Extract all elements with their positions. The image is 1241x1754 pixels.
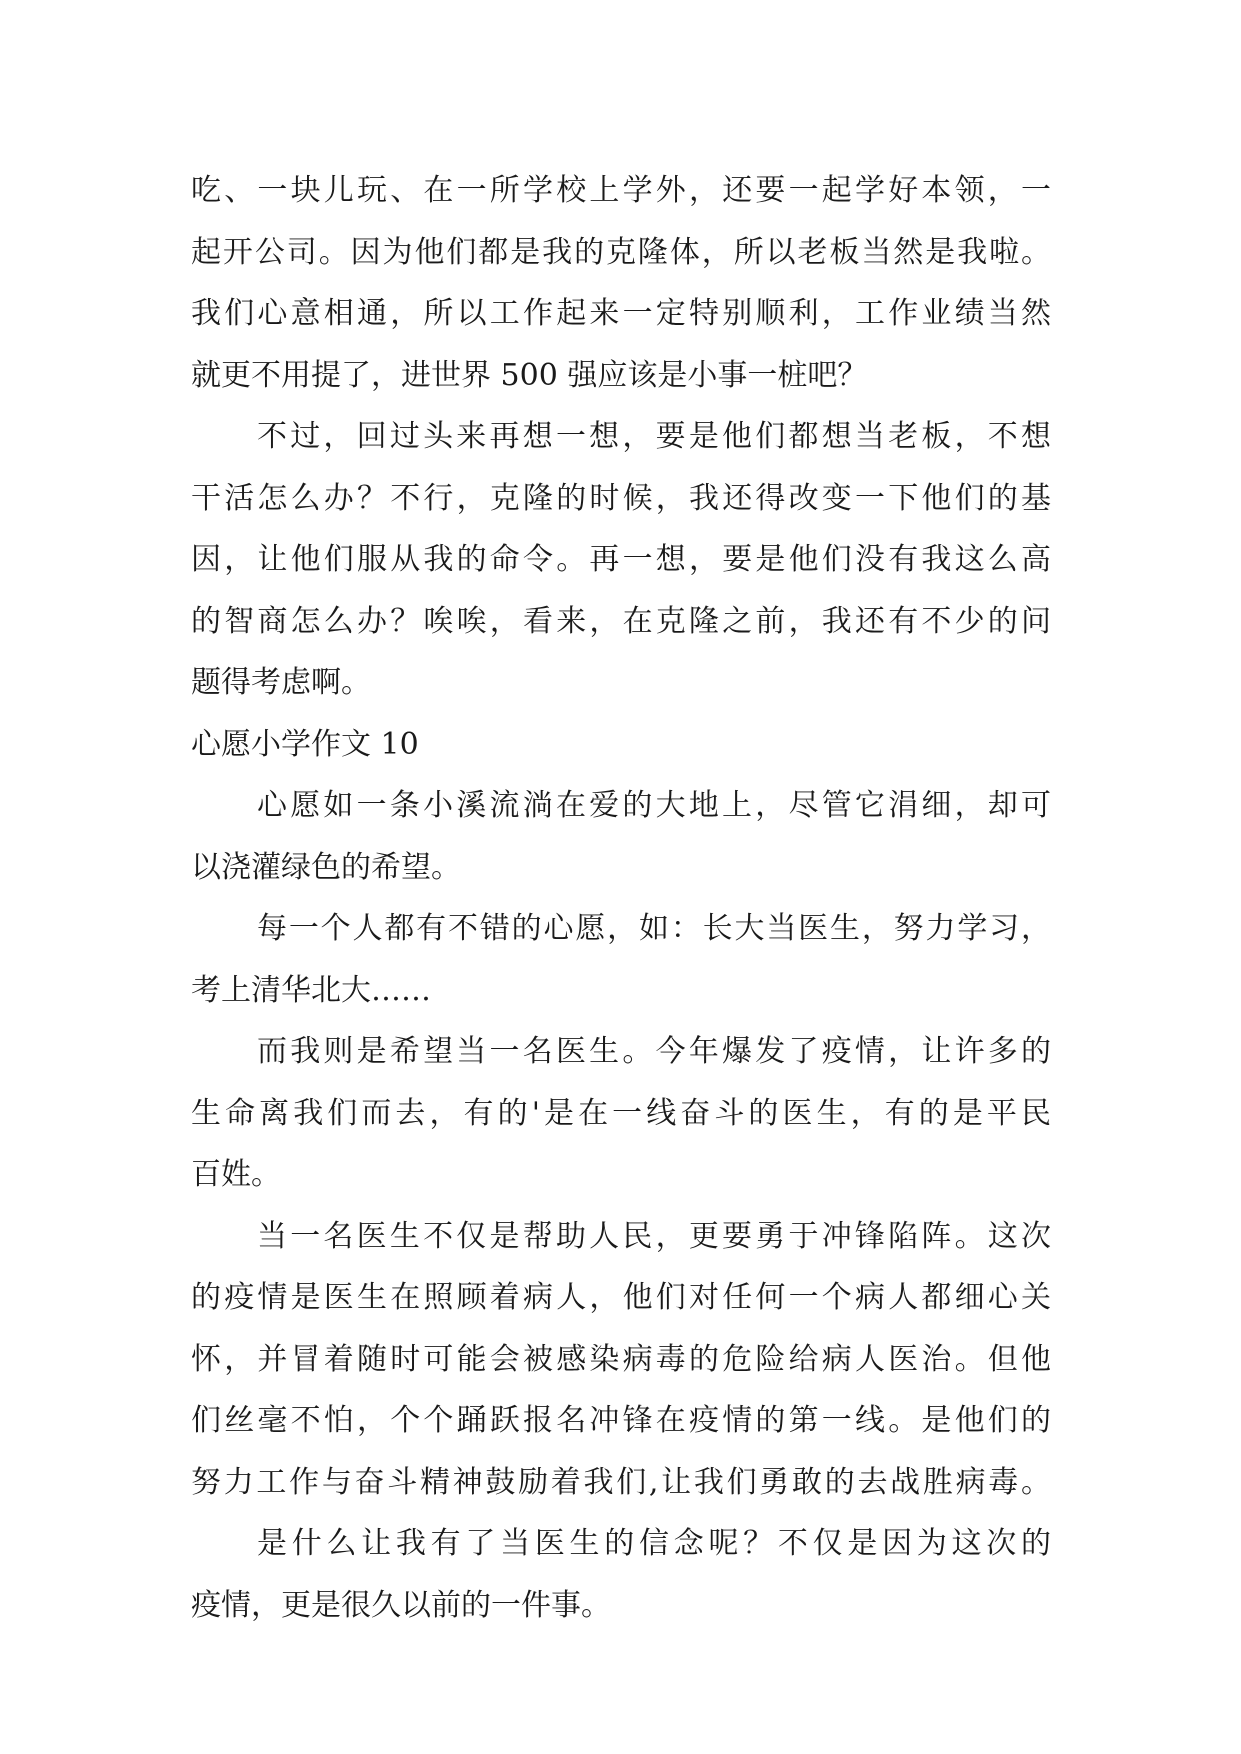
text-line: 努力工作与奋斗精神鼓励着我们,让我们勇敢的去战胜病毒。: [191, 1464, 1051, 1500]
text-line: 当一名医生不仅是帮助人民，更要勇于冲锋陷阵。这次: [257, 1218, 1051, 1254]
text-line: 吃、一块儿玩、在一所学校上学外，还要一起学好本领，一: [191, 173, 1051, 208]
text-line: 每一个人都有不错的心愿，如：长大当医生，努力学习，: [257, 911, 1051, 946]
text-line: 干活怎么办？不行，克隆的时候，我还得改变一下他们的基: [191, 480, 1051, 516]
text-line: 怀，并冒着随时可能会被感染病毒的危险给病人医治。但他: [191, 1341, 1051, 1377]
text-line: 生命离我们而去，有的'是在一线奋斗的医生，有的是平民: [191, 1095, 1051, 1131]
text-line: 们丝毫不怕，个个踊跃报名冲锋在疫情的第一线。是他们的: [191, 1403, 1051, 1438]
text-line: 考上清华北大……: [191, 972, 431, 1008]
text-line: 以浇灌绿色的希望。: [191, 849, 461, 885]
text-line: 不过，回过头来再想一想，要是他们都想当老板，不想: [257, 419, 1051, 454]
text-line: 心愿如一条小溪流淌在爱的大地上，尽管它涓细，却可: [257, 788, 1051, 823]
text-line: 而我则是希望当一名医生。今年爆发了疫情，让许多的: [257, 1034, 1051, 1069]
text-line: 我们心意相通，所以工作起来一定特别顺利，工作业绩当然: [191, 296, 1051, 331]
text-line: 疫情，更是很久以前的一件事。: [191, 1587, 611, 1623]
section-heading: 心愿小学作文 10: [191, 726, 419, 762]
text-line: 的智商怎么办？唉唉，看来，在克隆之前，我还有不少的问: [191, 603, 1051, 639]
text-line: 的疫情是医生在照顾着病人，他们对任何一个病人都细心关: [191, 1280, 1051, 1315]
text-line: 百姓。: [191, 1157, 281, 1192]
text-line: 起开公司。因为他们都是我的克隆体，所以老板当然是我啦。: [191, 234, 1051, 270]
text-line: 因，让他们服从我的命令。再一想，要是他们没有我这么高: [191, 542, 1051, 577]
text-line: 是什么让我有了当医生的信念呢？不仅是因为这次的: [257, 1526, 1051, 1561]
document-page: [191, 160, 1051, 1636]
text-line: 就更不用提了，进世界 500 强应该是小事一桩吧？: [191, 357, 868, 393]
text-line: 题得考虑啊。: [191, 665, 371, 700]
